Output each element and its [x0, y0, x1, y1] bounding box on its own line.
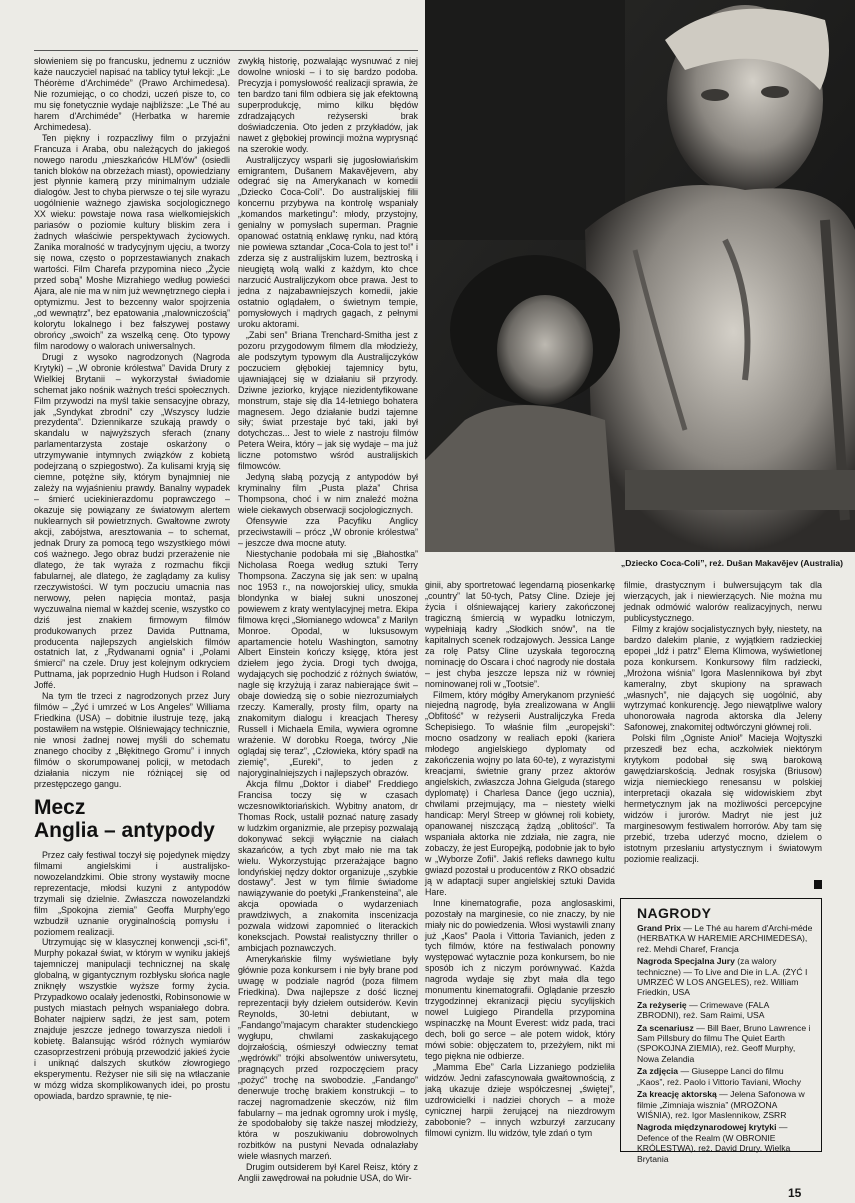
section-heading-line-2: Anglia – antypody — [34, 818, 215, 842]
paragraph: Australijczycy wsparli się jugosłowiańskim emigrantem, Dušanem Makavějevem, aby odegrać się na Amerykanach w komedii „Dziecko Coca-Coli”. Do australijskiej filii koncernu przybywa na kontrolę wspaniały „komandos marketingu”: młody, przystojny, genialny w pomysłach superman. Pragnie opanować ostatnią enklawę rynku, nad którą nie powiewa sztandar „Coca-Cola to jest to!” i zderza się z australijskim luzem, beztroską i nieugiętą wolą walki z każdym, kto chce narzucić Australijczykom obce prawa. Jest to jedna z najzabawniejszych komedii, jakie ostatnio oglądałem, o świetnym tempie, pomysłowych i mądrych gagach, z pełnymi uroku aktorami. — [238, 154, 418, 329]
article-column-4 — [624, 580, 822, 890]
page-number: 15 — [788, 1186, 802, 1200]
paragraph: Drugi z wysoko nagrodzonych (Nagroda Krytyki) – „W obronie królestwa” Davida Drury z Wielkiej Brytanii – wykorzystał świadomie schemat jako nośnik ważnych treści społecznych. Film przywodzi na myśl takie sensacyjne obrazy, jak „Syndykat zbrodni” czy „Wszyscy ludzie prezydenta”. Dziennikarze szukają prawdy o skandalu w najwyższych sferach (znany parlamentarzysta zostaje oskarżony o utrzymywanie intymnych związków z kobietą podejrzaną o szpiegostwo). Za kulisami kryją się ciemne, potężne siły, którym bynajmniej nie zależy na wyjaśnieniu prawdy. Banalny wypadek – śmierć uciekinierazdomu poprawczego – okazuje się powiązany ze światowym alertem nuklearnych sił powietrznych. Gwałtowne zwroty akcji, zabójstwa, aresztowania – to schemat, jednak Drury za pomocą tego wszystkiego mówi coś ważnego. Jego obraz budzi przerażenie nie dlatego, że tak wyraża z rozmachu fikcji fabularnej, ale dlatego, że zaglądamy za kulisy rzeczywistości. W tym poczuciu umacnia nas nerwowy, pełen napięcia montaż, pasja wyczuwalna niemal w każdej scenie, wszystko co dziś jest znakiem firmowym filmów produkowanych przez Davida Puttnama, producenta najlepszych angielskich filmów ostatnich lat, z „Rydwanami ognia” i „Polami śmierci” na czele. Druy jest kolejnym odkryciem Puttnama, jak poprzednio Hugh Hudson i Roland Joffé. — [34, 351, 230, 691]
award-text: — Crimewave (FALA ZBRODNI), reż. Sam Raimi, USA — [637, 999, 769, 1021]
awards-title: NAGRODY — [637, 905, 712, 921]
paragraph: Inne kinematografie, poza anglosaskimi, pozostały na marginesie, co nie znaczy, by nie miały nic do powiedzenia. Włosi wystawili znany już „Kaos” Paola i Vittoria Tavianich, jeden z tych filmów, które na festiwalach ponowny występować wytacznie poza konkursem, bo nie sposób ich z niczym porównywać. Każda nagroda wydaje się zbyt mała dla tego monumentu kinematografii. Oglądanie przeszło trzygodzinnej ekranizacji pięciu sycylijskich nowel Luigiego Pirandella przypomina wspinaczkę na Mount Everest: widz pada, traci dech, boli go serce – ale potem widok, który mówi sobie: objęczatem to, przeżyłem, nikt mi tego piękna nie odbierze. — [425, 897, 615, 1061]
award-text: (za walory techniczne) — To Live and Die in L.A. (ŻYĆ I UMRZEĆ W LOS ANGELES), reż. William Friedkin, USA — [637, 956, 808, 998]
article-column-2 — [238, 56, 418, 1184]
award-entry — [637, 1066, 813, 1087]
award-text: — Bill Baer, Bruno Lawrence i Sam Pillsbury do filmu The Quiet Earth (SPOKOJNA ZIEMIA), reż. Geoff Murphy, Nowa Zelandia — [637, 1022, 811, 1064]
section-heading-line-1: Mecz — [34, 795, 86, 819]
paragraph: filmie, drastycznym i bulwersującym tak dla wierzących, jak i niewierzących. Nie można mu jednak odmówić walorów realizacyjnych, nerwu publicystycznego. — [624, 580, 822, 623]
paragraph: Jedyną słabą pozycją z antypodów był kryminalny film „Pusta plaża” Chrisa Thompsona, choć i w nim znaleźć można wiele ciekawych obserwacji socjologicznych. — [238, 472, 418, 516]
paragraph: Ofensywie zza Pacyfiku Anglicy przeciwstawili – prócz „W obronie królestwa” – jeszcze dwa mocne atuty. — [238, 516, 418, 548]
award-entry — [637, 923, 813, 954]
paragraph: „Zabi sen” Briana Trenchard-Smitha jest z pozoru przygodowym filmem dla młodzieży, ale podszytym typowym dla Australijczyków poczuciem głębokiej tajemnicy bytu, ujawniającej się w działaniu sił przyrody. Dziwne jeziorko, kryjące niezidentyfikowane monstrum, staje się dla 14-letniego bohatera magnesem. Jego działanie budzi tajemne siły; świat przestaje być taki, jaki był dotychczas... Jest to wiele z nastroju filmów Petera Weira, który – jak się wydaje – ma już liczne potomstwo wśród australijskich filmowców. — [238, 329, 418, 472]
award-entry — [637, 956, 813, 998]
photo-caption: „Dziecko Coca-Coli”, reż. Dušan Makavějev (Australia) — [620, 558, 843, 568]
paragraph: Filmem, który mógłby Amerykanom przynieść niejedną nagrodę, była zrealizowana w Anglii „Obfitość” w reżyserii Australijczyka Freda Schepisiego. To właśnie film „europejski”: mocno osadzony w realiach epoki (kariera młodego angielskiego dyplomaty od zakończenia wojny po lata 60-te), z wyrazistymi kreacjami, świetnie grany przez aktorów angielskich, zwłaszcza Johna Gielguda (starego dyplomatę) i Charlesa Dance (jego ucznia), chwilami przejmujący, ma – niestety wielki handicap: Meryl Streep w głównej roli kobiety, opanowanej niszczącą żądzą „oblitości”. Ta wspaniała aktorka nie zdziała, nie zagra, nie zobaczy, że jest Europejką, podobnie jak to było w „Wyborze Zofii”. Jakiś refleks dawnego kultu gwiazd pozostał u producentów z RKO obsadzić ją w adaptacji super angielskiej sztuki Davida Hare. — [425, 689, 615, 897]
award-label: Za kreację aktorską — [637, 1089, 717, 1100]
paragraph: Amerykańskie filmy wyświetlane były głównie poza konkursem i nie były brane pod uwagę w podziale nagród (poza filmem Friedkina). Dwa najlepsze z dość licznej reprezentacji były dziełem outsiderów. Kevin Reynolds, 30-letni debiutant, w „Fandango”majacym charakter studenckiego wygłupu, chwilami zaskakującego dojrzałością, ośmieszył odwieczny temat „wędrówki” trójki absolwentów uniwersytetu, pragnących przed rozpoczęciem pracy „pożyć” trochę na swobodzie. „Fandango” denerwuje trochę brakiem konstrukcji – to raczej nagromadzenie skeczów, niż film fabularny – ma jednak ogromny urok i myślę, że spodobałoby się także naszej młodzieży, która w poszukiwaniu dobrowolnych rozbitków na pustyni Nevada odnalazłaby wiele własnych marzeń. — [238, 954, 418, 1162]
award-text: — Le Thé au harem d'Archi-méde (HERBATKA W HAREMIE ARCHIMEDESA), reż. Mehdi Charef, Francja — [637, 923, 813, 954]
article-column-1 — [34, 56, 230, 1148]
paragraph: zwykłą historię, pozwalając wysnuwać z niej dowolne wnioski – i to się bardzo podoba. Precyzja i pomysłowość realizacji sprawia, że ten bardzo tani film odbiera się jak efektowną superprodukcję, mimo kilku błędów zdradzających reżyserski brak doświadczenia. Oto jeden z przykładów, jak nawet z głębokiej prowincji można wyprysnąć na szerokie wody. — [238, 56, 418, 154]
paragraph: Akcja filmu „Doktor i diabeł” Freddiego Francisa toczy się w czasach wczesnowiktoriańskich. Wybitny anatom, dr Thomas Rock, ustalił poznać naturę zasady w ludzkim organizmie, ale przepisy pozwalają dokonywać sekcji wyłącznie na ciałach skazańców, a tych zbyt mało nie ma tak wielu. Wykorzystując przerażające bagno londyńskiej nędzy doktor organizuje ,,szybkie dostawy”. Jest w tym filmie świadome nawiązywanie do poetyki „Frankensteina”, ale akcja opowiada o wydarzeniach prawdziwych, a znakomita inscenizacja pozwala widzowi zapomnieć o literackich konekscjach. Powstał realistyczny thriller o ambicjach poznawczych. — [238, 778, 418, 954]
paragraph: Filmy z krajów socjalistycznych były, niestety, na bardzo dalekim planie, z wyjątkiem radzieckiej epopei „Idź i patrz” Elema Klimowa, wyświetlonej poza konkursem. Konkursowy film radziecki, „Mrożona wiśnia” Igora Maslennikowa był zbyt kameralny, zbyt skupiony na sprawach „własnych”, nie dających się uogólnić, aby wytrzymać konkurencję. Jego niewątpliwe walory uhonorowała nagroda aktorska dla Jeleny Safonowej, znakomitej odtwórczyni głównej roli. — [624, 623, 822, 733]
award-text: — Defence of the Realm (W OBRONIE KRÓLESTWA), reż. David Drury, Wielka Brytania — [637, 1122, 791, 1164]
award-label: Za reżyserię — [637, 999, 687, 1010]
award-label: Za zdjęcia — [637, 1066, 679, 1077]
paragraph: Ten piękny i rozpaczliwy film o przyjaźni Francuza i Araba, obu należących do jakiegoś nowego narodu „mieszkańców HLM'ów” (osiedli tanich bloków na obrzeżach miast), opowiedziany jest płynnie kamerą przy minimalnym udziale dialogów. Jest to chyba pierwsze o tej sile wyrazu uogólnienie ważnego zjawiska socjologicznego XX wieku: powstaje nowa rasa wielkomiejskich pariasów o poziomie kultury bliskim zera i żadnych właściwie perspektywach życiowych. Zanika moralność w tradycyjnym ujęciu, a tworzy się nowa, często o poprzestawianych znakach wartości. Film Charefa przypomina nieco „Życie przed sobą” Moshe Mizrahiego według powieści Ajara, ale nie ma w nim już wewnętrznego ciepła i optymizmu. Jest to bezcenny walor spojrzenia „od wewnątrz”, bez epatowania „malowniczością” kolorytu lokalnego i bez fałszywej postawy obrońcy „swoich” za wszelką cenę. Oto typowy film narodowy o walorach uniwersalnych. — [34, 132, 230, 351]
award-label: Nagroda międzynarodowej krytyki — [637, 1122, 777, 1133]
award-label: Grand Prix — [637, 923, 681, 933]
paragraph: Niestychanie podobała mi się „Błahostka” Nicholasa Roega według sztuki Terry Thompsona. Zaczyna się jak sen: w upalną noc 1953 r., na nowojorskiej ulicy, smukła blondynka w białej sukni unoszonej powiewem z kraty wentylacyjnej metra. Ekipa filmowa kręci „Słomianego wdowca” z Marilyn Monroe. Opodal, w luksusowym apartamencie hotelu Washington, samotny Albert Einstein kończy księgę, która jest dziełem jego życia. Drogi tych dwojga, wydających się pochodzić z różnych światów, nagle się krzyżują i zaraz nabierające świt – obaje dowiedzą się o sobie niezrozumiałych rzeczy. Kamerally, prosty film, oparty na znakomitym dialogu i kreacjach Theresy Russell i Michaela Emila, wywiera ogromne wrażenie. W dorobku Roega, twórcy „Nie oglądaj się teraz”, „Człowieka, który spadł na ziemię”, „Eureki”, to jeden z najoryginalniejszych i najlepszych obrazów. — [238, 548, 418, 778]
article-column-3 — [425, 580, 615, 1150]
award-entry — [637, 1089, 813, 1120]
film-still-illustration — [425, 0, 855, 552]
awards-box — [620, 898, 822, 1164]
award-label: Za scenariusz — [637, 1022, 694, 1033]
award-entry — [637, 1023, 813, 1065]
award-text: — Jelena Safonowa w filmie „Zimniaja wisznia” (MROŻONA WIŚNIA), reż. Igor Maslennikow, ZSRR — [637, 1089, 805, 1120]
award-entry — [637, 1122, 813, 1164]
paragraph: Polski film „Ogniste Anioł” Macieja Wojtyszki przeszedł bez echa, aczkolwiek niektórym krytykom podobał się swą barokową gawędziarskością. Jednak rosyjska (Briusow) wizja niemieckiego renesansu w polskiej interpretacji okazała się widowiskiem zbyt hermetycznym jak na możliwości percepcyjne widzów i jurorów. Madryt nie jest już marginesowym festiwalem horrorów. Aby tam się przebić, trzeba uderzyć mocno, dzielem o istotnym przesłaniu artystycznym i światowym poziomie realizacji. — [624, 733, 822, 864]
paragraph: Utrzymując się w klasycznej konwencji „sci-fi”, Murphy pokazał świat, w którym w wyniku jakiejś tajemniczej manipulacji technicznej na skalę globalną, w gigantycznym rozbłysku słońca nagle zniknęły wszystkie wyższe formy życia. Przypadkowo ocalały jedenostki, Robinsonowie w pustych miastach pełnych wspaniałego dobra. Bohater najpierw sądzi, że jest sam, potem znajduje jeszcze jednego towarzysza niedoli i kobietę. Balansując wśród różnych wymiarów czasoprzestrzeni próbują przewodzić jakieś życie i uniknąć dalszych skutków złowrogiego eksperymentu. Reżyser nie sili się na wtłaczanie w mózg widza skomplikowanych idei, po prostu opowiada, bardzo sprawnie, tę nie- — [34, 937, 230, 1101]
paragraph: „Mamma Ebe” Carla Lizzaniego podzieliła widzów. Jedni zafascynowała gwałtownością, z jaką ukazuje dzieje współczesnej „świętej”, uzdrowicielki i nadziei chorych – a może cynicznej harpii żerującej na niezdrowym zabobonie? – innych wzburzył zarzucany filmowi cynizm. Ilu widzów, tyle zdań o tym — [425, 1061, 615, 1138]
top-rule — [34, 50, 418, 51]
paragraph: ginii, aby sportretować legendarną piosenkarkę „country” lat 50-tych, Patsy Cline. Dzieje jej życia i olśniewającej kariery zakończonej tragiczną śmiercią w wypadku lotniczym, wypełniają kadry „Słodkich snów”, na tle kapitalnych scenek rodzajowych. Jessica Lange za rolę Patsy Cline uzyskała tegoroczną nominację do Oscara i choć nagrody nie dostała – jest chyba jeszcze lepsza niż w równiej nominowanej roli w „Tootsie”. — [425, 580, 615, 689]
paragraph: Przez cały festiwal toczył się pojedynek między filmami angielskimi i australijsko-nowozelandzkimi. Obie strony wystawiły mocne reprezentacje, młodsi kuzyni z antypodów trzymali się dzielnie. Zwłaszcza nowozelandzki film „Spokojna ziemia” Geoffa Murphy'ego wzbudził uznanie oryginalnością pomysłu i poziomem realizacji. — [34, 849, 230, 937]
section-heading — [34, 796, 230, 842]
award-entry — [637, 1000, 813, 1021]
paragraph: Na tym tle trzeci z nagrodzonych przez Jury filmów – „Żyć i umrzeć w Los Angeles” Williama Friedkina (USA) – dobitnie ilustruje tezę, jaką postawiłem na wstępie. Olśniewający technicznie, nie wnosi żadnej nowej myśli do schematu znanego chociby z „Błękitnego Gromu” i innych filmów o skorumpowanej policji, w metodach działania niczym nie różniącej się od przestępczego gangu. — [34, 691, 230, 789]
film-still-photo — [425, 0, 855, 552]
award-text: — Giuseppe Lanci do filmu „Kaos”, reż. Paolo i Vittorio Taviani, Włochy — [637, 1066, 801, 1087]
paragraph: słowieniem się po francusku, jednemu z uczniów każe nauczyciel napisać na tablicy tytuł lekcji: „Le Théorème d'Archiméde” (Prawo Archimedesa). Nie rozumiejąc, o co chodzi, uczeń pisze to, co mu się fonetycznie wydaje najbliższe: „Le Thé au harem d'Archiméde” (Herbatka w haremie Archimedesa). — [34, 56, 230, 132]
end-of-article-marker — [814, 880, 822, 889]
award-label: Nagroda Specjalna Jury — [637, 956, 735, 967]
paragraph: Drugim outsiderem był Karel Reisz, który z Anglii zawędrował na południe USA, do Wir- — [238, 1162, 418, 1184]
